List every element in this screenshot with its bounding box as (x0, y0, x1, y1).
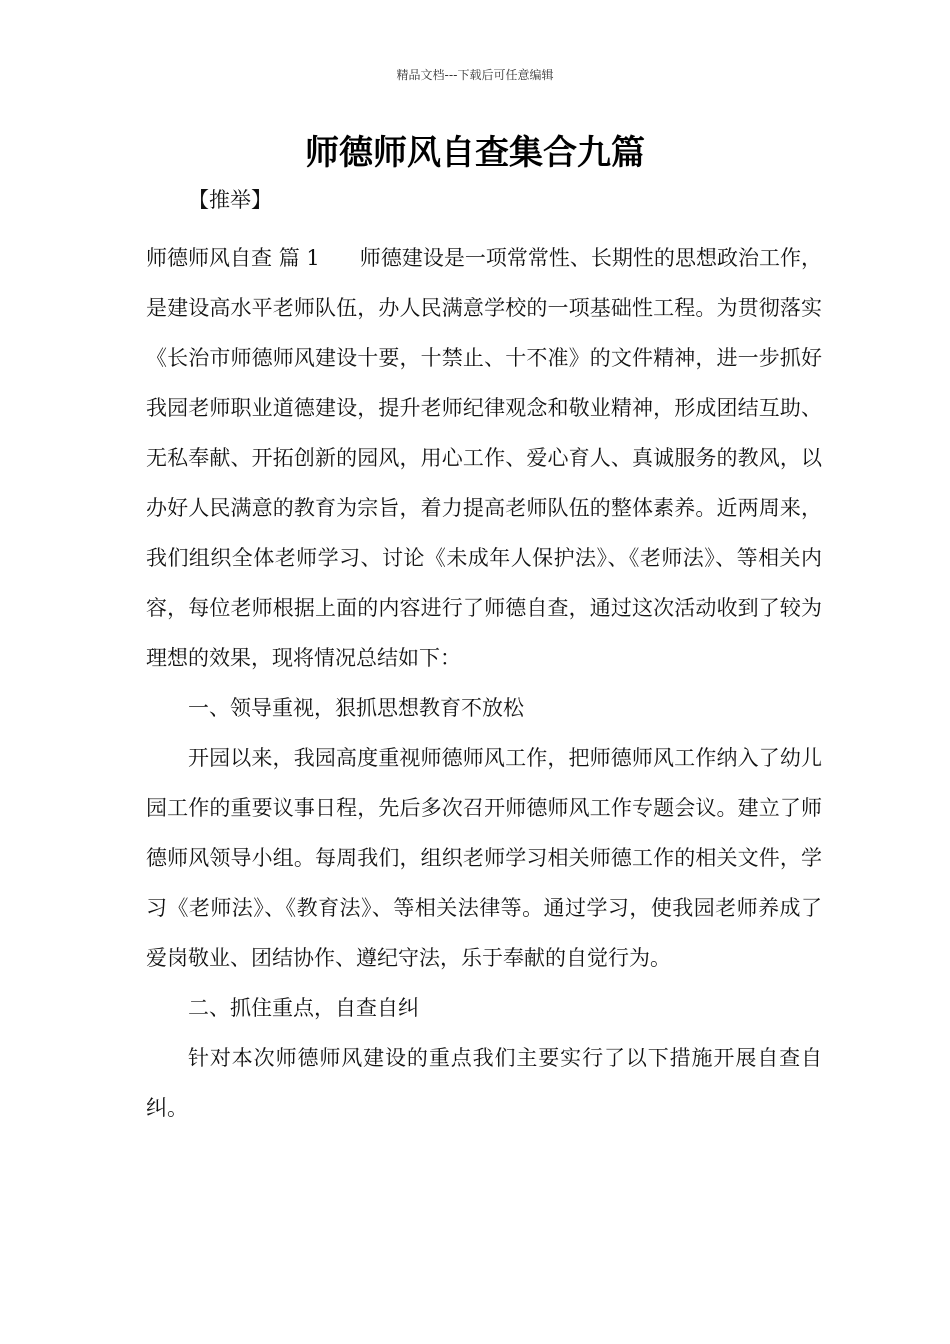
paragraph-section-1: 开园以来，我园高度重视师德师风工作，把师德师风工作纳入了幼儿园工作的重要议事日程，先后多次召开师德师风工作专题会议。建立了师德师风领导小组。每周我们，组织老师学习相关师德工作的相关文件，学习《老师法》、《教育法》、等相关法律等。通过学习，使我园老师养成了爱岗敬业、团结协作、遵纪守法，乐于奉献的自觉行为。 (146, 746, 822, 970)
paragraph-intro-text: 师德建设是一项常常性、长期性的思想政治工作，是建设高水平老师队伍，办人民满意学校的一项基础性工程。为贯彻落实《长治市师德师风建设十要，十禁止、十不准》的文件精神，进一步抓好我园老师职业道德建设，提升老师纪律观念和敬业精神，形成团结互助、无私奉献、开拓创新的园风，用心工作、爱心育人、真诚服务的教风，以办好人民满意的教育为宗旨，着力提高老师队伍的整体素养。近两周来，我们组织全体老师学习、讨论《未成年人保护法》、《老师法》、等相关内容，每位老师根据上面的内容进行了师德自查，通过这次活动收到了较为理想的效果，现将情况总结如下： (146, 246, 822, 670)
document-body (146, 233, 822, 1133)
paragraph-intro (146, 233, 822, 683)
paragraph-section-2: 针对本次师德师风建设的重点我们主要实行了以下措施开展自查自纠。 (146, 1046, 822, 1120)
section-label: 师德师风自查 篇 1 (146, 246, 320, 270)
section-heading-2: 二、抓住重点，自查自纠 (188, 996, 419, 1020)
recommend-tag: 【推举】 (188, 188, 272, 212)
document-title: 师德师风自查集合九篇 (305, 133, 645, 173)
section-heading-1: 一、领导重视，狠抓思想教育不放松 (188, 696, 524, 720)
header-note: 精品文档---下载后可任意编辑 (396, 68, 554, 82)
